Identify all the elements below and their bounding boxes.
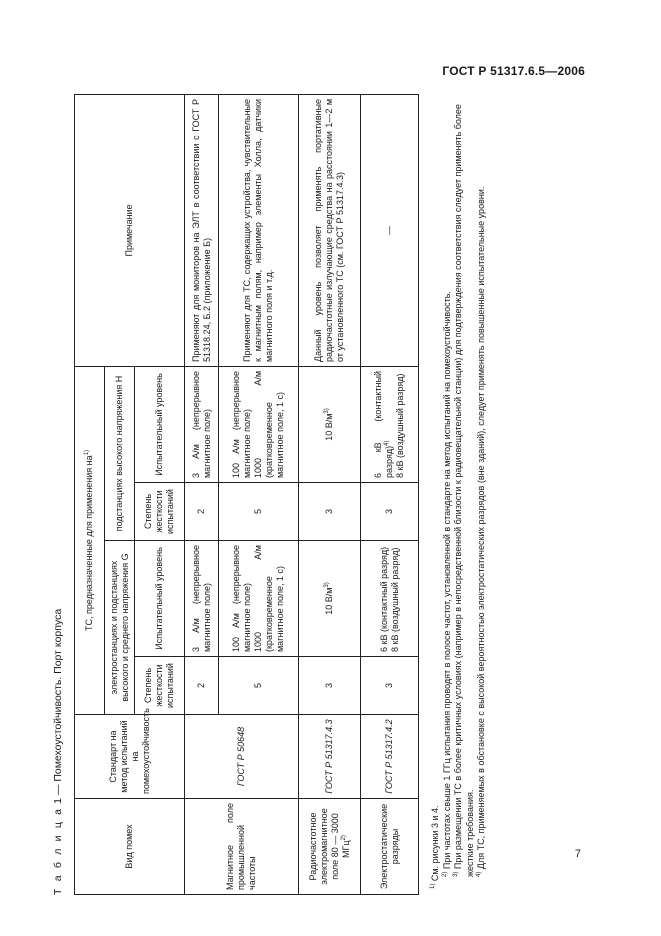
header-type: Вид помех: [75, 799, 185, 895]
row3-g-level-contact: 6 кВ (контактный разряд): [378, 546, 389, 652]
row3-h-level-contact-sup: 4): [384, 440, 390, 446]
page-number: 7: [574, 848, 581, 860]
immunity-table: [74, 94, 419, 895]
row2-standard: ГОСТ Р 51317.4.3: [299, 715, 361, 799]
row1-h-level-b-short: 1000 А/м (кратковременное магнитное поле, 1 с): [253, 370, 285, 478]
row3-g-level-air: 8 кВ (воздушный разряд): [389, 547, 400, 652]
header-group-text: ТС, предназначенные для применения на: [84, 455, 94, 631]
row2-g-level-text: 10 В/м: [324, 587, 334, 615]
row1-h-degree-a: 2: [185, 483, 219, 541]
row1-h-level-b: [219, 366, 299, 482]
header-sub-hv: подстанциях высокого напряжения H: [105, 366, 135, 540]
row1-g-degree-b: 5: [219, 657, 299, 715]
footnote-4: [476, 95, 488, 889]
row2-h-degree: 3: [299, 483, 361, 541]
header-note: Примечание: [75, 94, 185, 366]
row3-h-degree: 3: [361, 483, 419, 541]
row1-h-level-a: 3 А/м (непрерывное магнитное поле): [185, 366, 219, 482]
header-sub-power: электростанциях и подстанциях высокого и среднего напряжения G: [105, 541, 135, 715]
header-level-h: Испытательный уровень: [135, 366, 185, 482]
row2-type: [299, 799, 361, 895]
row1-h-level-b-cont: 100 А/м (непрерывное магнитное поле): [231, 370, 252, 478]
header-group: [75, 366, 105, 714]
table-caption-label: Т а б л и ц а: [52, 806, 64, 895]
table-caption: [52, 609, 64, 895]
footnote-4-text: Для ТС, применяемых в обстановке с высокой вероятностью электростатических разрядов (вне зданий), следует применять повышенные испытательные уровни.: [476, 186, 486, 870]
row1-h-degree-b: 5: [219, 483, 299, 541]
row1-g-degree-a: 2: [185, 657, 219, 715]
row2-h-level-sup: 3): [324, 408, 330, 414]
row3-g-degree: 3: [361, 657, 419, 715]
footnote-3-mark: 3): [453, 871, 459, 877]
document-code: ГОСТ Р 51317.6.5—2006: [442, 64, 585, 78]
row1-g-level-b-short: 1000 А/м (кратковременное магнитное поле, 1 с): [253, 545, 285, 652]
row3-type: Электростатические разряды: [361, 799, 419, 895]
header-degree-h: Степень жесткости испытаний: [135, 483, 185, 541]
row1-g-level-b-cont: 100 А/м (непрерывное магнитное поле): [231, 545, 252, 652]
row3-g-level: [361, 541, 419, 657]
row2-type-text: Радиочастотное электромагнитное поле 80 — 3000 МГц: [307, 808, 351, 885]
footnote-4-mark: 4): [476, 871, 482, 877]
row2-type-sup: 2): [340, 835, 347, 841]
row2-g-level: [299, 541, 361, 657]
row3-h-level: [361, 366, 419, 482]
header-degree-g: Степень жесткости испытаний: [135, 657, 185, 715]
row1-g-level-a: 3 А/м (непрерывное магнитное поле): [185, 541, 219, 657]
row2-g-level-sup: 3): [324, 582, 330, 588]
footnote-1-text: См. рисунки 3 и 4.: [430, 805, 440, 882]
row2-h-level-text: 10 В/м: [324, 413, 334, 441]
footnote-1: [430, 95, 442, 889]
row3-note: —: [361, 94, 419, 366]
row1-note-a-text: Применяют для мониторов на ЭЛТ в соответствии с ГОСТ Р 51318.24, Б.2 (приложение Б): [190, 98, 212, 362]
row3-standard: ГОСТ Р 51317.4.2: [361, 715, 419, 799]
footnote-2-text: При частотах свыше 1 ГГц испытания проводят в полосе частот, установленной в стандарте на метод испытаний на помехоустойчивость.: [441, 291, 452, 870]
header-standard: Стандарт на метод испытаний на помехоустойчивость: [75, 715, 185, 799]
row1-type: Магнитное поле промышленной частоты: [185, 799, 299, 895]
row3-h-level-air: 8 кВ (воздушный разряд): [395, 373, 405, 478]
footnote-3-text: При размещении ТС в более критичных условиях (например в непосредственной близости к радиовещательной станции) для подтверждения соответствия следует применять более жесткие требования.: [453, 104, 475, 877]
row1-standard: ГОСТ Р 50648: [185, 715, 299, 799]
footnote-2-mark: 2): [441, 871, 448, 877]
header-level-g: Испытательный уровень: [135, 541, 185, 657]
row1-note-a: [185, 94, 219, 366]
rotated-table-block: [52, 95, 558, 895]
table-caption-text: 1 — Помехоустойчивость. Порт корпуса: [52, 608, 64, 804]
footnote-3: [453, 95, 476, 889]
footnotes: [430, 95, 488, 889]
footnote-2: [442, 95, 454, 889]
row2-h-level: [299, 366, 361, 482]
row2-note: Данный уровень позволяет применять портативные радиочастотные излучающие средства на расстоянии 1—2 м от установленного ТС (см. ГОСТ Р 51317.4.3): [299, 94, 361, 366]
row3-h-level-contact: [373, 371, 395, 478]
row2-g-degree: 3: [299, 657, 361, 715]
row1-note-b: Применяют для ТС, содержащих устройства, чувствительные к магнитным полям, например элементы Холла, датчики магнитного поля и т.д.: [219, 94, 299, 366]
footnote-1-mark: 1): [430, 883, 436, 889]
row1-g-level-b: [219, 541, 299, 657]
row3-h-level-contact-text: 6 кВ (контактный разряд): [373, 370, 394, 478]
header-group-sup: 1): [84, 450, 90, 456]
